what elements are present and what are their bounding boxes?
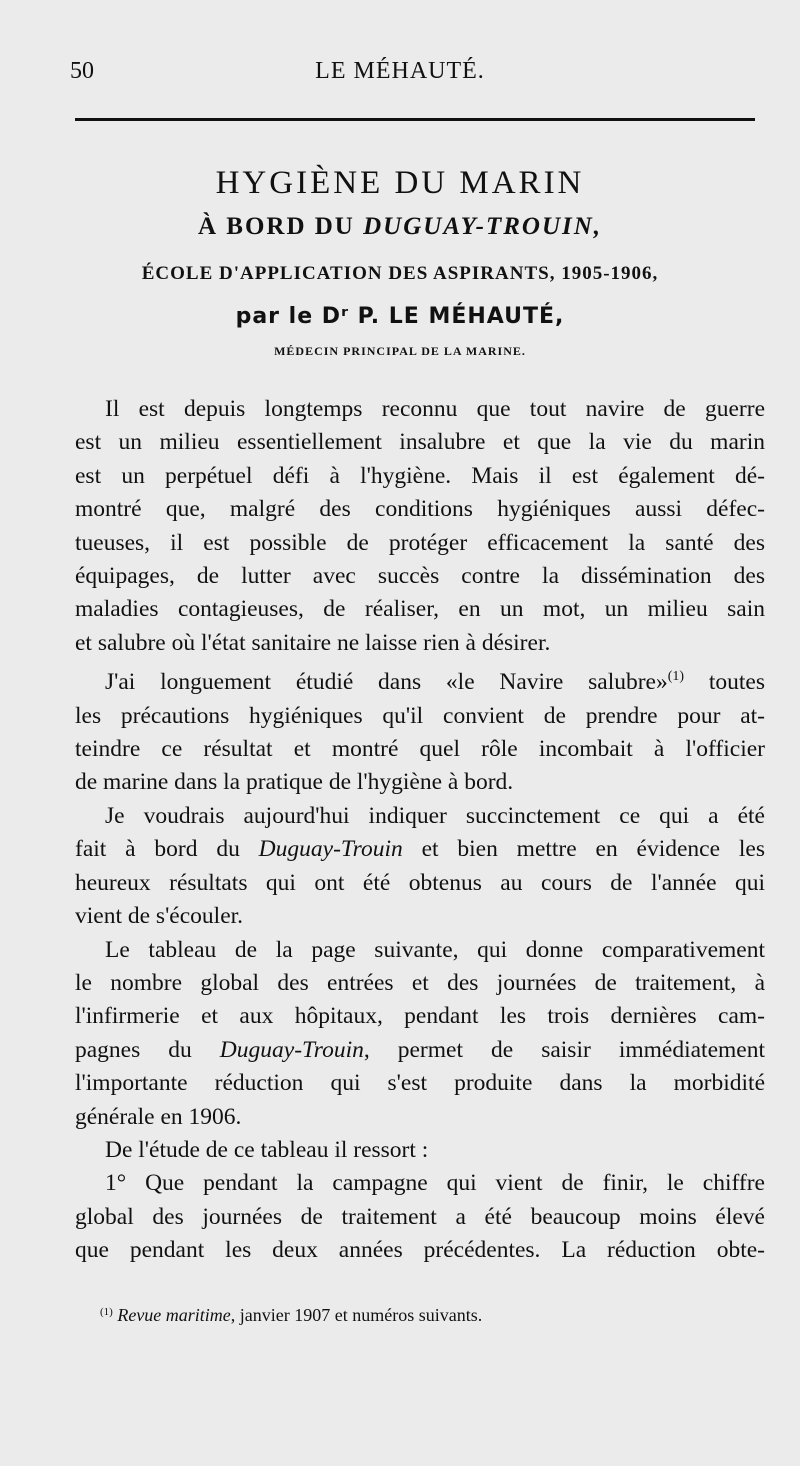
article-title: HYGIÈNE DU MARIN xyxy=(215,165,585,201)
text-line: tueuses, il est possible de protéger efficacement la santé des xyxy=(75,529,765,556)
ship-name: Duguay-Trouin xyxy=(258,836,403,863)
text-segment: J'ai longuement étudié dans «le Navire salubre» xyxy=(105,669,668,696)
text-segment: , permet de saisir immédiatement xyxy=(363,1036,765,1063)
text-line: générale en 1906. xyxy=(75,1103,242,1130)
text-line: Il est depuis longtemps reconnu que tout navire de guerre xyxy=(105,396,765,422)
text-segment: fait à bord du xyxy=(75,836,259,863)
text-line: est un milieu essentiellement insalubre et que la vie du marin xyxy=(75,429,765,456)
text-line: l'importante réduction qui s'est produite dans la morbidité xyxy=(75,1070,765,1097)
text-line: vient de s'écouler. xyxy=(75,903,244,930)
text-line: l'infirmerie et aux hôpitaux, pendant les trois dernières cam- xyxy=(75,1003,765,1030)
text-line xyxy=(75,1034,765,1067)
text-line: maladies contagieuses, de réaliser, en un mot, un milieu sain xyxy=(75,596,765,623)
body-text xyxy=(75,393,765,1268)
ship-name: Duguay-Trouin xyxy=(219,1036,364,1063)
text-line: Le tableau de la page suivante, qui donne comparativement xyxy=(105,936,765,963)
text-line: les précautions hygiéniques qu'il convient de prendre pour at- xyxy=(75,702,765,729)
text-line: heureux résultats qui ont été obtenus au cours de l'année qui xyxy=(75,869,765,896)
page-number: 50 xyxy=(70,58,94,84)
subtitle-prefix: À BORD DU xyxy=(197,213,364,240)
author-line: par le Dʳ P. LE MÉHAUTÉ, xyxy=(235,304,565,329)
text-line: que pendant les deux années précédentes. La réduction obte- xyxy=(75,1237,765,1264)
footnote-source: Revue maritime xyxy=(117,1305,231,1325)
text-line: global des journées de traitement a été beaucoup moins élevé xyxy=(75,1203,765,1230)
text-line: et salubre où l'état sanitaire ne laisse rien à désirer. xyxy=(75,629,551,656)
footnote-marker: (1) xyxy=(100,1306,113,1318)
text-line: montré que, malgré des conditions hygiéniques aussi défec- xyxy=(75,496,765,523)
footnote-reference: (1) xyxy=(667,669,685,685)
header-rule xyxy=(75,118,755,121)
text-line: équipages, de lutter avec succès contre la dissémination des xyxy=(75,563,765,590)
text-line: est un perpétuel défi à l'hygiène. Mais il est également dé- xyxy=(75,462,765,489)
text-line: teindre ce résultat et montré quel rôle incombait à l'officier xyxy=(75,736,765,763)
text-line: 1° Que pendant la campagne qui vient de finir, le chiffre xyxy=(105,1170,765,1197)
text-line: De l'étude de ce tableau il ressort : xyxy=(105,1136,429,1163)
text-line: de marine dans la pratique de l'hygiène à bord. xyxy=(75,769,514,796)
author-role: MÉDECIN PRINCIPAL DE LA MARINE. xyxy=(274,344,526,358)
article-subtitle xyxy=(0,213,800,241)
school-line: ÉCOLE D'APPLICATION DES ASPIRANTS, 1905-1906, xyxy=(141,263,659,284)
footnote xyxy=(100,1305,482,1326)
text-segment: pagnes du xyxy=(75,1036,220,1063)
footnote-text: , janvier 1907 et numéros suivants. xyxy=(230,1305,483,1325)
text-segment: et bien mettre en évidence les xyxy=(402,836,765,863)
text-segment: toutes xyxy=(708,669,766,696)
text-line: Je voudrais aujourd'hui indiquer succinctement ce qui a été xyxy=(105,802,765,829)
running-head: LE MÉHAUTÉ. xyxy=(315,58,485,84)
ship-name: DUGUAY-TROUIN, xyxy=(363,213,603,240)
text-line xyxy=(75,660,765,699)
text-line: le nombre global des entrées et des journées de traitement, à xyxy=(75,969,765,996)
text-line xyxy=(75,833,765,866)
